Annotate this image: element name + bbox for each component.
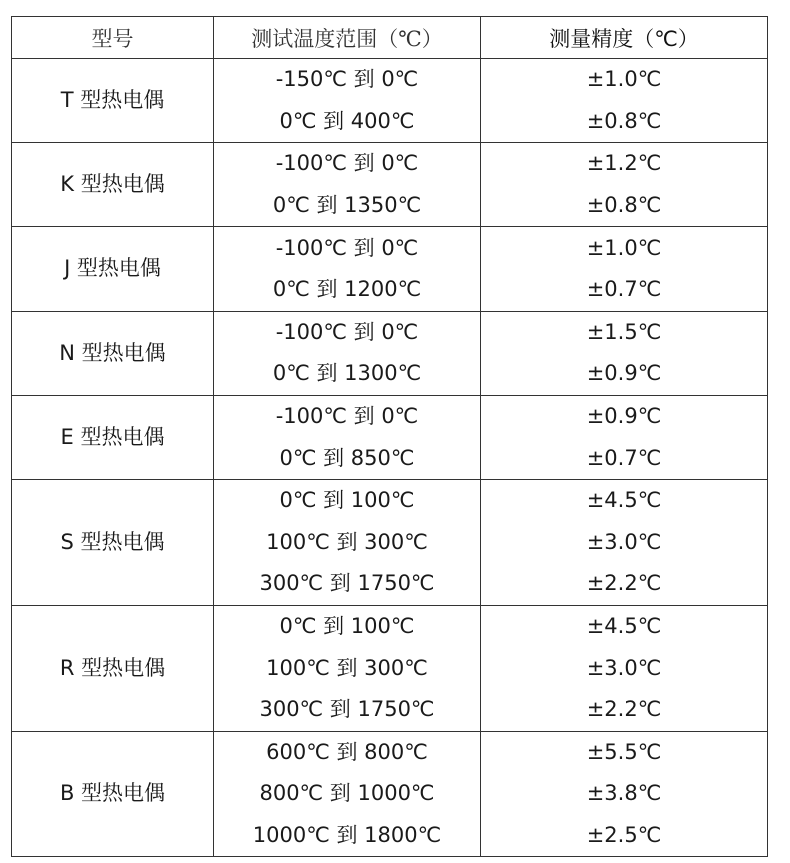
range-cell: -100℃ 到 0℃ [214, 143, 481, 185]
range-cell: 0℃ 到 1300℃ [214, 353, 481, 395]
header-accuracy: 测量精度（℃） [481, 17, 768, 59]
range-cell: -100℃ 到 0℃ [214, 311, 481, 353]
accuracy-cell: ±3.0℃ [481, 647, 768, 689]
accuracy-cell: ±4.5℃ [481, 479, 768, 521]
accuracy-cell: ±1.0℃ [481, 59, 768, 101]
table-row [12, 311, 768, 353]
type-cell: B 型热电偶 [12, 731, 214, 857]
range-cell: 600℃ 到 800℃ [214, 731, 481, 773]
range-cell: 0℃ 到 100℃ [214, 605, 481, 647]
type-cell: N 型热电偶 [12, 311, 214, 395]
range-cell: 300℃ 到 1750℃ [214, 563, 481, 605]
type-cell: E 型热电偶 [12, 395, 214, 479]
table-row [12, 395, 768, 437]
range-cell: -100℃ 到 0℃ [214, 395, 481, 437]
accuracy-cell: ±0.7℃ [481, 437, 768, 479]
accuracy-cell: ±3.8℃ [481, 773, 768, 815]
accuracy-cell: ±0.7℃ [481, 269, 768, 311]
table-row [12, 605, 768, 647]
accuracy-cell: ±1.0℃ [481, 227, 768, 269]
type-cell: K 型热电偶 [12, 143, 214, 227]
thermocouple-spec-table [11, 16, 768, 857]
accuracy-cell: ±0.9℃ [481, 395, 768, 437]
range-cell: -100℃ 到 0℃ [214, 227, 481, 269]
header-model: 型号 [12, 17, 214, 59]
type-cell: S 型热电偶 [12, 479, 214, 605]
range-cell: 0℃ 到 400℃ [214, 101, 481, 143]
accuracy-cell: ±2.5℃ [481, 815, 768, 857]
accuracy-cell: ±3.0℃ [481, 522, 768, 564]
accuracy-cell: ±0.8℃ [481, 185, 768, 227]
table-row [12, 143, 768, 185]
accuracy-cell: ±0.9℃ [481, 353, 768, 395]
range-cell: 0℃ 到 1350℃ [214, 185, 481, 227]
accuracy-cell: ±1.5℃ [481, 311, 768, 353]
accuracy-cell: ±2.2℃ [481, 689, 768, 731]
range-cell: 100℃ 到 300℃ [214, 647, 481, 689]
accuracy-cell: ±4.5℃ [481, 605, 768, 647]
type-cell: T 型热电偶 [12, 59, 214, 143]
range-cell: 800℃ 到 1000℃ [214, 773, 481, 815]
accuracy-cell: ±1.2℃ [481, 143, 768, 185]
range-cell: 1000℃ 到 1800℃ [214, 815, 481, 857]
table-row [12, 731, 768, 773]
accuracy-cell: ±2.2℃ [481, 563, 768, 605]
type-cell: R 型热电偶 [12, 605, 214, 731]
range-cell: -150℃ 到 0℃ [214, 59, 481, 101]
range-cell: 100℃ 到 300℃ [214, 522, 481, 564]
range-cell: 0℃ 到 1200℃ [214, 269, 481, 311]
type-cell: J 型热电偶 [12, 227, 214, 311]
accuracy-cell: ±0.8℃ [481, 101, 768, 143]
table-row [12, 59, 768, 101]
table-row [12, 479, 768, 521]
range-cell: 0℃ 到 850℃ [214, 437, 481, 479]
header-row [12, 17, 768, 59]
range-cell: 0℃ 到 100℃ [214, 479, 481, 521]
header-range: 测试温度范围（℃） [214, 17, 481, 59]
accuracy-cell: ±5.5℃ [481, 731, 768, 773]
table-row [12, 227, 768, 269]
range-cell: 300℃ 到 1750℃ [214, 689, 481, 731]
